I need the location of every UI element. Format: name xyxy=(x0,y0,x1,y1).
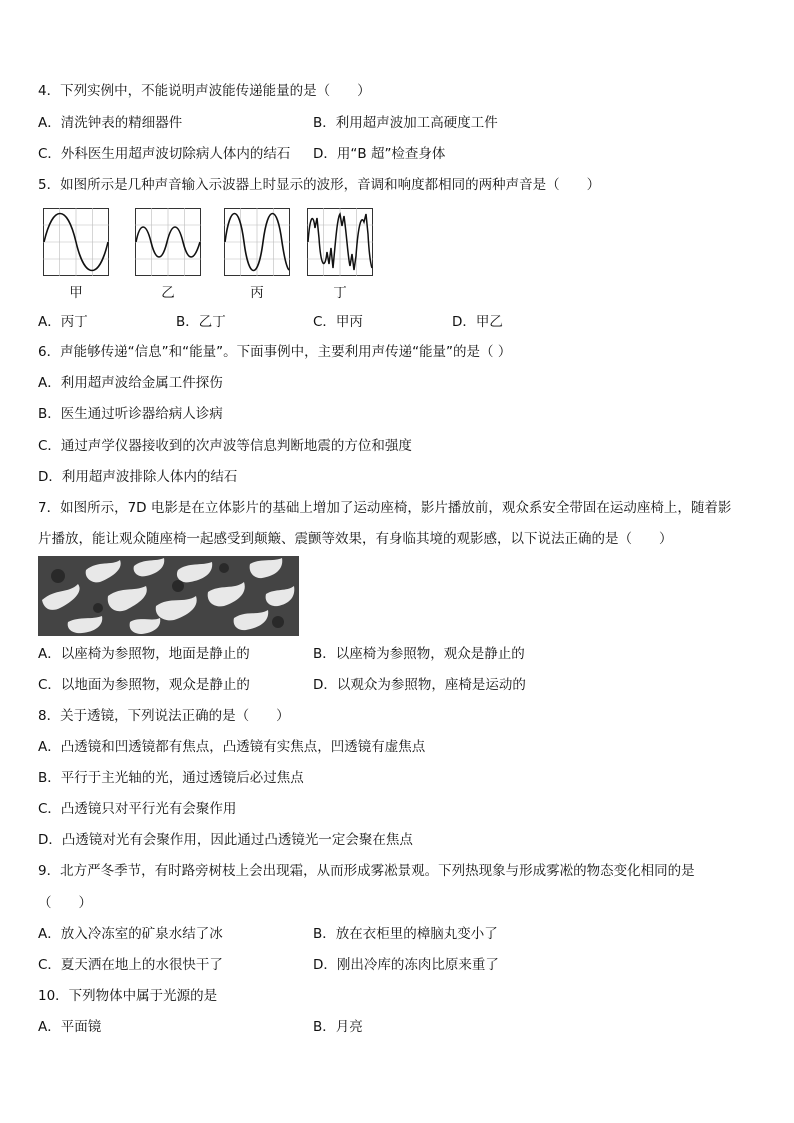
q10-option-a: A．平面镜 xyxy=(38,1019,102,1035)
q6-stem: 6．声能够传递“信息”和“能量”。下面事例中，主要利用声传递“能量”的是（ ） xyxy=(38,344,512,360)
q8-stem: 8．关于透镜，下列说法正确的是（ ） xyxy=(38,708,290,724)
q6-option-c: C．通过声学仪器接收到的次声波等信息判断地震的方位和强度 xyxy=(38,438,412,454)
q7-stem-line1: 7．如图所示，7D 电影是在立体影片的基础上增加了运动座椅，影片播放前，观众系安全带固在运动座椅上，随着影 xyxy=(38,500,732,516)
q9-option-a: A．放入冷冻室的矿泉水结了冰 xyxy=(38,926,223,942)
q4-option-c: C．外科医生用超声波切除病人体内的结石 xyxy=(38,146,291,162)
q7-option-b: B．以座椅为参照物，观众是静止的 xyxy=(313,646,525,662)
q4-stem: 4．下列实例中，不能说明声波能传递能量的是（ ） xyxy=(38,83,371,99)
waveform-yi xyxy=(135,208,201,276)
q10-option-b: B．月亮 xyxy=(313,1019,363,1035)
q5-option-a: A．丙丁 xyxy=(38,314,88,330)
q9-stem-line1: 9．北方严冬季节，有时路旁树枝上会出现霜，从而形成雾凇景观。下列热现象与形成雾凇的物态变化相同的是 xyxy=(38,863,695,879)
waveform-bing xyxy=(224,208,290,276)
q6-option-b: B．医生通过听诊器给病人诊病 xyxy=(38,406,223,422)
q8-option-b: B．平行于主光轴的光，通过透镜后必过焦点 xyxy=(38,770,304,786)
q8-option-d: D．凸透镜对光有会聚作用，因此通过凸透镜光一定会聚在焦点 xyxy=(38,832,413,848)
q5-option-c: C．甲丙 xyxy=(313,314,363,330)
q5-option-b: B．乙丁 xyxy=(176,314,226,330)
q5-stem: 5．如图所示是几种声音输入示波器上时显示的波形，音调和响度都相同的两种声音是（ ） xyxy=(38,177,601,193)
waveform-label-bing: 丙 xyxy=(250,285,264,301)
waveform-ding xyxy=(307,208,373,276)
waveform-label-jia: 甲 xyxy=(69,285,83,301)
q5-option-d: D．甲乙 xyxy=(452,314,503,330)
q9-option-c: C．夏天洒在地上的水很快干了 xyxy=(38,957,223,973)
q7-option-a: A．以座椅为参照物，地面是静止的 xyxy=(38,646,250,662)
q4-option-b: B．利用超声波加工高硬度工件 xyxy=(313,115,498,131)
q4-option-d: D．用“B 超”检查身体 xyxy=(313,146,446,162)
q9-option-b: B．放在衣柜里的樟脑丸变小了 xyxy=(313,926,498,942)
q7-option-c: C．以地面为参照物，观众是静止的 xyxy=(38,677,250,693)
cinema-seats-photo xyxy=(38,556,299,636)
q9-stem-line2: （ ） xyxy=(38,895,92,911)
q4-option-a: A．清洗钟表的精细器件 xyxy=(38,115,183,131)
q9-option-d: D．刚出冷库的冻肉比原来重了 xyxy=(313,957,499,973)
q7-option-d: D．以观众为参照物，座椅是运动的 xyxy=(313,677,526,693)
q6-option-d: D．利用超声波排除人体内的结石 xyxy=(38,469,238,485)
q6-option-a: A．利用超声波给金属工件探伤 xyxy=(38,375,223,391)
q8-option-c: C．凸透镜只对平行光有会聚作用 xyxy=(38,801,237,817)
waveform-label-ding: 丁 xyxy=(333,285,347,301)
waveform-label-yi: 乙 xyxy=(161,285,175,301)
q7-stem-line2: 片播放，能让观众随座椅一起感受到颠簸、震颤等效果，有身临其境的观影感，以下说法正确的是（ ） xyxy=(38,531,673,547)
q10-stem: 10．下列物体中属于光源的是 xyxy=(38,988,218,1004)
waveform-jia xyxy=(43,208,109,276)
q8-option-a: A．凸透镜和凹透镜都有焦点，凸透镜有实焦点，凹透镜有虚焦点 xyxy=(38,739,426,755)
